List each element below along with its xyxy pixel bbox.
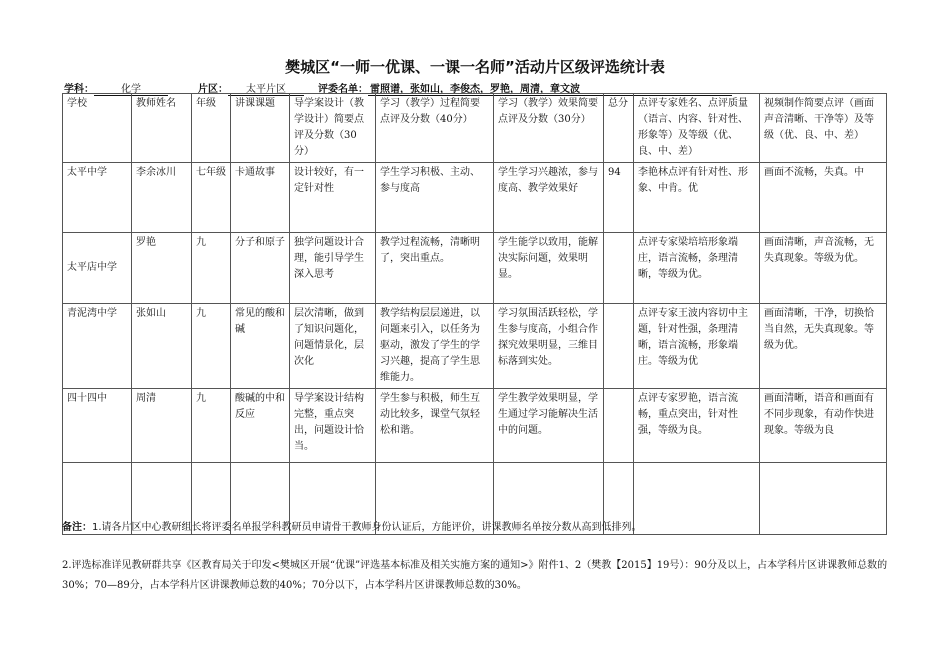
table-cell: 层次清晰，做到了知识问题化，问题情景化，层次化 <box>290 304 376 389</box>
table-cell: 学生教学效果明显，学生通过学习能解决生活中的问题。 <box>494 389 604 463</box>
table-cell: 四十四中 <box>63 389 132 463</box>
page-title: 樊城区“一师一优课、一课一名师”活动片区级评选统计表 <box>285 58 665 76</box>
table-cell: 学生能学以致用，能解决实际问题，效果明显。 <box>494 233 604 304</box>
table-cell: 点评专家王波内容切中主题，针对性强，条理清晰，语言流畅，形象端庄。等级为优 <box>634 304 760 389</box>
table-cell: 七年级 <box>192 163 231 233</box>
header-cell: 导学案设计（教学设计）简要点评及分数（30分） <box>290 94 376 163</box>
header-cell: 年级 <box>192 94 231 163</box>
table-cell: 独学问题设计合理，能引导学生深入思考 <box>290 233 376 304</box>
table-cell: 画面清晰，语音和画面有不同步现象，有动作快进现象。等级为良 <box>760 389 887 463</box>
note-1 <box>62 518 642 533</box>
judges-value: 雷照谱，张如山，李俊杰，罗艳，周清，章文波 <box>368 84 732 96</box>
table-cell: 卡通故事 <box>231 163 290 233</box>
table-cell: 李余冰川 <box>132 163 192 233</box>
evaluation-table <box>62 93 887 535</box>
table-cell: 酸碱的中和反应 <box>231 389 290 463</box>
table-cell: 罗艳 <box>132 233 192 304</box>
subject-label: 学科： <box>64 84 94 95</box>
table-cell: 点评专家罗艳，语言流畅，重点突出，针对性强，等级为良。 <box>634 389 760 463</box>
area-label: 片区： <box>198 84 228 95</box>
table-cell: 九 <box>192 389 231 463</box>
header-cell: 教师姓名 <box>132 94 192 163</box>
table-row <box>63 304 887 389</box>
header-cell: 学习（教学）过程简要点评及分数（40分） <box>376 94 494 163</box>
header-cell: 学校 <box>63 94 132 163</box>
table-cell: 学生参与积极，师生互动比较多，课堂气氛轻松和谐。 <box>376 389 494 463</box>
table-row <box>63 233 887 304</box>
table-cell: 学生学习兴趣浓，参与度高、教学效果好 <box>494 163 604 233</box>
table-cell: 画面清晰，干净，切换恰当自然，无失真现象。等级为优。 <box>760 304 887 389</box>
table-cell: 九 <box>192 233 231 304</box>
table-cell: 太平店中学 <box>63 233 132 304</box>
table-cell: 张如山 <box>132 304 192 389</box>
subject-value: 化学 <box>94 84 168 96</box>
table-row <box>63 389 887 463</box>
table-cell: 画面清晰，声音流畅，无失真现象。等级为优。 <box>760 233 887 304</box>
note-2: 2.评选标准详见教研群共享《区教育局关于印发<樊城区开展“优课”评选基本标准及相关实施方案的通知>》附件1、2（樊教【2015】19号）：90分及以上，占本学科片区讲课教师总数的30%；70—89分，占本学科片区讲课教师总数的40%；70分以下，占本学科片区讲课教师总数的30%。 <box>62 560 888 591</box>
judges-label: 评委名单： <box>318 84 368 95</box>
header-cell: 总分 <box>604 94 634 163</box>
table-cell <box>604 233 634 304</box>
table-cell: 周清 <box>132 389 192 463</box>
table-cell: 九 <box>192 304 231 389</box>
table-cell: 李艳林点评有针对性、形象、中肯。优 <box>634 163 760 233</box>
note-1-text: 1.请各片区中心教研组长将评委名单报学科教研员申请骨干教师身份认证后，方能评价，讲课教师名单按分数从高到低排列。 <box>92 522 642 533</box>
header-row <box>63 94 887 163</box>
table-cell: 导学案设计结构完整，重点突出，问题设计恰当。 <box>290 389 376 463</box>
table-cell: 学习氛围活跃轻松，学生参与度高，小组合作探究效果明显，三维目标落到实处。 <box>494 304 604 389</box>
table-cell: 青泥湾中学 <box>63 304 132 389</box>
table-cell: 教学结构层层递进，以问题来引入，以任务为驱动，激发了学生的学习兴趣，提高了学生思维能力。 <box>376 304 494 389</box>
header-cell: 点评专家姓名、点评质量（语言、内容、针对性、形象等）及等级（优、良、中、差） <box>634 94 760 163</box>
table-cell <box>604 304 634 389</box>
table-cell <box>760 463 887 535</box>
note-label: 备注： <box>62 522 92 533</box>
table-cell: 设计较好，有一定针对性 <box>290 163 376 233</box>
table-cell: 点评专家梁培培形象端庄，语言流畅，条理清晰，等级为优。 <box>634 233 760 304</box>
table-cell: 学生学习积极、主动、参与度高 <box>376 163 494 233</box>
table-cell: 太平中学 <box>63 163 132 233</box>
table-cell <box>604 389 634 463</box>
table-cell <box>634 463 760 535</box>
table-cell: 教学过程流畅，清晰明了，突出重点。 <box>376 233 494 304</box>
area-value: 太平片区 <box>228 84 304 96</box>
header-cell: 视频制作简要点评（画面声音清晰、干净等）及等级（优、良、中、差） <box>760 94 887 163</box>
header-cell: 学习（教学）效果简要点评及分数（30分） <box>494 94 604 163</box>
header-cell: 讲课课题 <box>231 94 290 163</box>
table-cell: 分子和原子 <box>231 233 290 304</box>
table-row <box>63 163 887 233</box>
table-cell: 画面不流畅，失真。中 <box>760 163 887 233</box>
table-cell: 94 <box>604 163 634 233</box>
table-cell: 常见的酸和碱 <box>231 304 290 389</box>
